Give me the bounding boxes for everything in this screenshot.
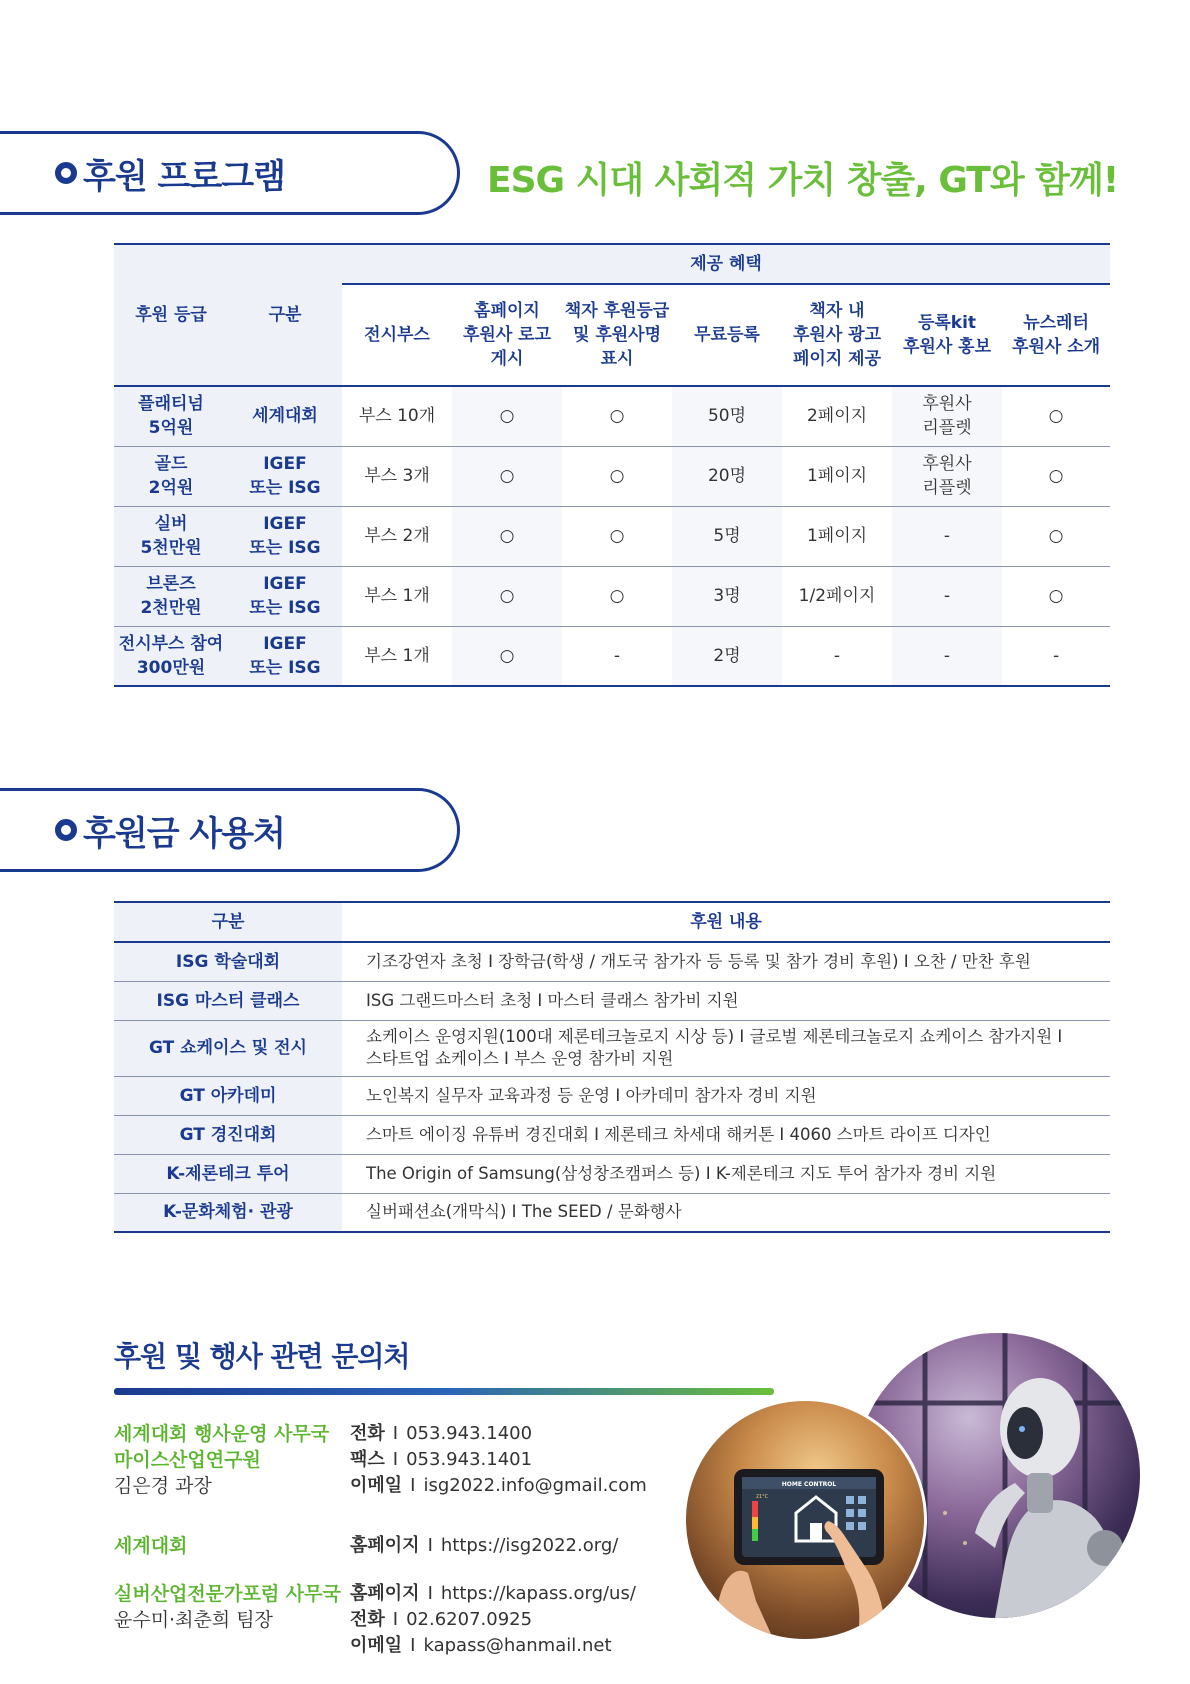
header-benefit-line: 전시부스	[364, 325, 430, 345]
benefit-cell	[672, 566, 782, 626]
benefit-cell	[672, 446, 782, 506]
tier-cell	[114, 566, 228, 626]
benefit-cell	[342, 566, 452, 626]
benefit-cell-line: ○	[499, 466, 515, 486]
table-row	[114, 626, 1110, 686]
section-tab-sponsor-program	[0, 131, 460, 215]
header-benefit	[342, 284, 452, 386]
division-cell-line: IGEF	[263, 514, 307, 534]
contact-item	[350, 1607, 636, 1633]
contact-label: 이메일	[350, 1635, 403, 1656]
header-benefit-line: 책자 후원등급	[564, 301, 670, 321]
benefit-cell	[892, 506, 1002, 566]
table-row	[114, 386, 1110, 446]
header-benefit-line: 후원사 소개	[1012, 337, 1101, 357]
benefit-cell-line: ○	[499, 406, 515, 427]
usage-category: ISG 학술대회	[114, 942, 342, 981]
gradient-divider	[114, 1388, 774, 1395]
benefit-cell	[452, 386, 562, 446]
contact-item	[350, 1633, 636, 1659]
contact-org	[114, 1581, 341, 1633]
usage-description-line: 실버패션쇼(개막식) I The SEED / 문화행사	[366, 1202, 682, 1222]
tier-cell	[114, 386, 228, 446]
header-benefit-line: 및 후원사명	[572, 325, 662, 345]
org-name: 마이스산업연구원	[114, 1449, 261, 1471]
contact-item	[350, 1581, 636, 1607]
usage-description-line: 스타트업 쇼케이스 I 부스 운영 참가비 지원	[366, 1049, 674, 1068]
benefit-cell	[892, 386, 1002, 446]
contact-info	[350, 1533, 618, 1559]
header-category: 구분	[114, 902, 342, 942]
benefit-cell	[782, 626, 892, 686]
header-benefit	[782, 284, 892, 386]
benefit-cell	[892, 626, 1002, 686]
benefit-cell-line: 부스 1개	[364, 586, 430, 606]
benefit-cell-line: 리플렛	[922, 478, 972, 498]
tier-cell-line: 골드	[154, 454, 188, 474]
usage-category: K-문화체험· 관광	[114, 1193, 342, 1232]
benefit-cell	[892, 566, 1002, 626]
tier-cell-line: 실버	[154, 514, 188, 534]
separator: I	[427, 1583, 433, 1604]
benefit-cell	[782, 386, 892, 446]
division-cell	[228, 386, 342, 446]
tier-cell-line: 2억원	[148, 478, 194, 498]
benefit-cell	[452, 566, 562, 626]
separator: I	[410, 1475, 416, 1496]
division-cell-line: 또는 ISG	[249, 598, 321, 618]
usage-description-line: 노인복지 실무자 교육과정 등 운영 I 아카데미 참가자 경비 지원	[366, 1085, 817, 1105]
header-benefit	[452, 284, 562, 386]
header-benefits-band: 제공 혜택	[342, 244, 1110, 284]
header-benefit-line: 후원사 광고	[792, 325, 882, 345]
contact-org	[114, 1421, 329, 1499]
benefit-cell-line: 부스 1개	[364, 645, 430, 666]
benefit-cell-line: 리플렛	[922, 418, 972, 439]
benefit-cell	[782, 566, 892, 626]
usage-description-line: ISG 그랜드마스터 초청 I 마스터 클래스 참가비 지원	[366, 990, 739, 1010]
benefit-cell	[452, 626, 562, 686]
division-cell-line: 세계대회	[252, 406, 318, 427]
contact-label: 전화	[350, 1609, 385, 1630]
contact-value[interactable]: kapass@hanmail.net	[423, 1635, 612, 1656]
table-row	[114, 942, 1110, 981]
table-row	[114, 1115, 1110, 1154]
contact-label: 이메일	[350, 1475, 403, 1496]
benefit-cell-line: ○	[1048, 526, 1064, 546]
usage-category: GT 경진대회	[114, 1115, 342, 1154]
benefit-cell	[452, 506, 562, 566]
table-row	[114, 1076, 1110, 1115]
bullet-icon	[55, 819, 77, 841]
usage-category: GT 쇼케이스 및 전시	[114, 1020, 342, 1076]
contact-info	[350, 1421, 647, 1499]
usage-description	[342, 981, 1110, 1020]
tier-cell-line: 5억원	[148, 418, 194, 439]
division-cell	[228, 446, 342, 506]
benefit-cell-line: ○	[609, 466, 625, 486]
division-cell	[228, 566, 342, 626]
benefit-cell	[782, 446, 892, 506]
benefit-cell-line: 2페이지	[806, 406, 868, 427]
org-name: 세계대회	[114, 1535, 188, 1557]
benefit-cell-line: -	[943, 645, 951, 666]
tier-cell-line: 전시부스 참여	[118, 633, 224, 654]
division-cell-line: IGEF	[263, 633, 307, 654]
contact-item	[350, 1447, 647, 1473]
tier-cell	[114, 626, 228, 686]
tablet-temp: 21°C	[755, 1494, 769, 1500]
usage-description-line: 기조강연자 초청 I 장학금(학생 / 개도국 참가자 등 등록 및 참가 경비 후원) I 오찬 / 만찬 후원	[366, 951, 1031, 971]
benefit-cell	[672, 386, 782, 446]
benefit-cell	[1002, 446, 1110, 506]
tablet-illustration	[683, 1398, 927, 1642]
benefit-cell-line: ○	[609, 586, 625, 606]
contact-value: 053.943.1400	[406, 1423, 533, 1444]
table-row	[114, 1193, 1110, 1232]
benefit-cell-line: ○	[609, 526, 625, 546]
contact-title: 후원 및 행사 관련 문의처	[114, 1340, 410, 1373]
contact-info	[350, 1581, 636, 1659]
benefit-cell	[342, 386, 452, 446]
slogan: ESG 시대 사회적 가치 창출, GT와 함께!	[487, 160, 1119, 201]
division-cell-line: 또는 ISG	[249, 657, 321, 678]
sponsor-program-table	[114, 243, 1110, 687]
header-benefit-line: 책자 내	[809, 301, 865, 321]
benefit-cell	[1002, 386, 1110, 446]
benefit-cell-line: 3명	[713, 586, 741, 606]
contact-org	[114, 1533, 187, 1559]
header-benefit-line: 뉴스레터	[1023, 313, 1089, 333]
header-division: 구분	[228, 244, 342, 386]
header-content: 후원 내용	[342, 902, 1110, 942]
benefit-cell-line: ○	[1048, 586, 1064, 606]
benefit-cell-line: -	[833, 645, 841, 666]
benefit-cell-line: -	[1052, 645, 1060, 666]
table-row	[114, 446, 1110, 506]
benefit-cell-line: -	[943, 526, 951, 546]
benefit-cell	[1002, 506, 1110, 566]
benefit-cell	[562, 506, 672, 566]
benefit-cell	[562, 446, 672, 506]
benefit-cell	[1002, 626, 1110, 686]
benefit-cell	[672, 506, 782, 566]
separator: I	[410, 1635, 416, 1656]
contact-item	[350, 1421, 647, 1447]
benefit-cell	[892, 446, 1002, 506]
contact-person: 김은경 과장	[114, 1475, 212, 1497]
benefit-cell	[562, 386, 672, 446]
benefit-cell	[782, 506, 892, 566]
separator: I	[392, 1609, 399, 1630]
header-benefit	[672, 284, 782, 386]
contact-item	[350, 1473, 647, 1499]
tier-cell-line: 플래티넘	[138, 394, 204, 415]
contact-value[interactable]: https://kapass.org/us/	[440, 1583, 636, 1604]
usage-description	[342, 1193, 1110, 1232]
contact-value[interactable]: isg2022.info@gmail.com	[423, 1475, 647, 1496]
division-cell-line: 또는 ISG	[249, 478, 321, 498]
benefit-cell-line: ○	[499, 526, 515, 546]
header-benefit-line: 후원사 홍보	[902, 337, 992, 357]
benefit-cell-line: ○	[1048, 466, 1064, 486]
benefit-cell-line: 2명	[713, 645, 741, 666]
header-benefit-line: 등록kit	[917, 313, 977, 333]
division-cell-line: 또는 ISG	[249, 538, 321, 558]
tier-cell	[114, 506, 228, 566]
table-row	[114, 1020, 1110, 1076]
usage-description	[342, 1020, 1110, 1076]
usage-category: K-제론테크 투어	[114, 1154, 342, 1193]
usage-description	[342, 1076, 1110, 1115]
benefit-cell	[672, 626, 782, 686]
benefit-cell-line: -	[943, 586, 951, 606]
header-benefit	[1002, 284, 1110, 386]
contact-person: 윤수미·최춘희 팀장	[114, 1609, 273, 1631]
contact-label: 전화	[350, 1423, 385, 1444]
header-benefit	[892, 284, 1002, 386]
org-name: 실버산업전문가포럼 사무국	[114, 1583, 341, 1605]
tier-cell-line: 브론즈	[146, 574, 196, 594]
usage-description-line: 스마트 에이징 유튜버 경진대회 I 제론테크 차세대 해커톤 I 4060 스마트 라이프 디자인	[366, 1124, 991, 1144]
benefit-cell-line: 5명	[713, 526, 741, 546]
benefit-cell-line: 후원사	[922, 454, 972, 474]
separator: I	[392, 1423, 399, 1444]
benefit-cell-line: 후원사	[922, 394, 972, 415]
usage-description-line: 쇼케이스 운영지원(100대 제론테크놀로지 시상 등) I 글로벌 제론테크놀로지 쇼케이스 참가지원 I	[366, 1027, 1063, 1046]
table-row	[114, 566, 1110, 626]
division-cell-line: IGEF	[263, 574, 307, 594]
benefit-cell-line: 부스 10개	[358, 406, 436, 427]
usage-description-line: The Origin of Samsung(삼성창조캠퍼스 등) I K-제론테크 지도 투어 참가자 경비 지원	[366, 1163, 997, 1183]
table-row	[114, 1154, 1110, 1193]
tier-cell-line: 300만원	[136, 657, 206, 678]
benefit-cell-line: 부스 2개	[364, 526, 430, 546]
benefit-cell-line: ○	[609, 406, 625, 427]
usage-category: GT 아카데미	[114, 1076, 342, 1115]
header-tier: 후원 등급	[114, 244, 228, 386]
tablet-home-control-icon	[686, 1401, 927, 1642]
contact-label: 홈페이지	[350, 1583, 420, 1604]
usage-category: ISG 마스터 클래스	[114, 981, 342, 1020]
benefit-cell-line: ○	[499, 586, 515, 606]
tier-cell-line: 5천만원	[140, 538, 202, 558]
tier-cell	[114, 446, 228, 506]
tier-cell-line: 2천만원	[140, 598, 202, 618]
division-cell	[228, 626, 342, 686]
benefit-cell	[452, 446, 562, 506]
section-title: 후원금 사용처	[83, 813, 285, 854]
section-title: 후원 프로그램	[83, 156, 285, 197]
benefit-cell	[342, 506, 452, 566]
header-benefit-line: 페이지 제공	[792, 349, 882, 369]
benefit-cell-line: 20명	[707, 466, 747, 486]
benefit-cell-line: 1/2페이지	[798, 586, 876, 606]
contact-item	[350, 1533, 618, 1559]
usage-table	[114, 901, 1110, 1233]
contact-value: 053.943.1401	[406, 1449, 533, 1470]
section-tab-usage	[0, 788, 460, 872]
benefit-cell-line: -	[613, 645, 621, 666]
benefit-cell-line: 50명	[707, 406, 747, 427]
contact-label: 홈페이지	[350, 1535, 420, 1556]
usage-description	[342, 942, 1110, 981]
benefit-cell-line: 부스 3개	[364, 466, 430, 486]
benefit-cell	[562, 626, 672, 686]
header-benefit-line: 홈페이지	[474, 301, 540, 321]
header-benefit-line: 게시	[490, 349, 524, 369]
contact-value[interactable]: https://isg2022.org/	[440, 1535, 619, 1556]
benefit-cell-line: 1페이지	[806, 526, 868, 546]
usage-description	[342, 1154, 1110, 1193]
table-row	[114, 981, 1110, 1020]
benefit-cell	[1002, 566, 1110, 626]
separator: I	[392, 1449, 399, 1470]
benefit-cell	[342, 626, 452, 686]
header-benefit-line: 후원사 로고	[462, 325, 552, 345]
benefit-cell-line: 1페이지	[806, 466, 868, 486]
table-row	[114, 506, 1110, 566]
org-name: 세계대회 행사운영 사무국	[114, 1423, 330, 1445]
header-benefit	[562, 284, 672, 386]
division-cell	[228, 506, 342, 566]
benefit-cell	[342, 446, 452, 506]
contact-label: 팩스	[350, 1449, 385, 1470]
bullet-icon	[55, 162, 77, 184]
separator: I	[427, 1535, 433, 1556]
benefit-cell	[562, 566, 672, 626]
benefit-cell-line: ○	[499, 645, 515, 666]
header-benefit-line: 표시	[600, 349, 634, 369]
tablet-screen-title: HOME CONTROL	[781, 1481, 837, 1488]
benefit-cell-line: ○	[1048, 406, 1064, 427]
header-benefit-line: 무료등록	[694, 325, 760, 345]
usage-description	[342, 1115, 1110, 1154]
contact-value: 02.6207.0925	[406, 1609, 533, 1630]
division-cell-line: IGEF	[263, 454, 307, 474]
